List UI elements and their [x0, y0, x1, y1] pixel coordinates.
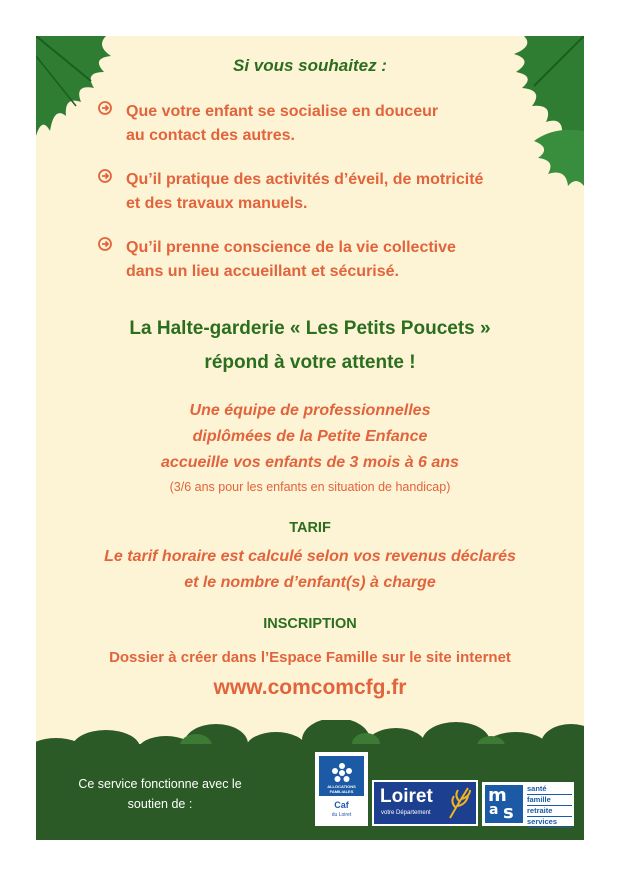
loiret-sub: votre Département: [381, 810, 431, 816]
bullet-line: Que votre enfant se socialise en douceur: [126, 103, 439, 120]
caf-text: [321, 784, 362, 794]
support-text: [60, 774, 260, 814]
bullet-line: Qu’il pratique des activités d’éveil, de motricité: [126, 171, 484, 188]
msa-mark: [485, 785, 523, 823]
bullet-arrow-icon: [98, 101, 112, 115]
caf-sub: du Loiret: [331, 812, 352, 818]
msa-line: services: [527, 817, 572, 828]
bullet-arrow-icon: [98, 169, 112, 183]
msa-logo: [482, 782, 574, 826]
msa-line: santé: [527, 784, 572, 795]
bullet-arrow-icon: [98, 237, 112, 251]
bullet-item: [100, 100, 540, 148]
bullet-line: Qu’il prenne conscience de la vie collective: [126, 239, 456, 256]
bullet-line: et des travaux manuels.: [126, 195, 308, 212]
tarif-line: Le tarif horaire est calculé selon vos revenus déclarés: [104, 548, 516, 565]
headline-line: répond à votre attente !: [204, 352, 416, 373]
msa-line: retraite: [527, 806, 572, 817]
caf-flower-icon: [331, 762, 353, 784]
footer: [36, 720, 584, 840]
caf-logo: [315, 752, 368, 826]
bullet-line: au contact des autres.: [126, 127, 295, 144]
team-line: Une équipe de professionnelles: [189, 402, 431, 419]
msa-letter: m: [488, 785, 507, 806]
bullet-line: dans un lieu accueillant et sécurisé.: [126, 263, 399, 280]
msa-letter: a: [489, 802, 499, 818]
msa-letter: s: [503, 802, 514, 823]
support-line: Ce service fonctionne avec le: [78, 777, 242, 791]
caf-logo-top: [319, 756, 364, 796]
intro-heading: Si vous souhaitez :: [233, 56, 387, 75]
tarif-heading: TARIF: [289, 520, 331, 536]
msa-line: famille: [527, 795, 572, 806]
website-link[interactable]: www.comcomcfg.fr: [213, 676, 407, 699]
team-note: (3/6 ans pour les enfants en situation de handicap): [169, 480, 451, 494]
caf-line: ALLOCATIONS: [327, 784, 356, 789]
msa-lines: [527, 784, 572, 828]
loiret-name: Loiret: [380, 786, 433, 807]
caf-name: Caf: [334, 800, 349, 810]
bullet-item: [100, 168, 540, 216]
flyer-page: [36, 36, 584, 840]
caf-line: FAMILIALES: [329, 789, 354, 794]
tarif-line: et le nombre d’enfant(s) à charge: [184, 574, 436, 591]
team-line: accueille vos enfants de 3 mois à 6 ans: [161, 454, 459, 471]
loiret-logo: [372, 780, 478, 826]
bullet-item: [100, 236, 540, 284]
support-line: soutien de :: [127, 797, 193, 811]
inscription-line: Dossier à créer dans l’Espace Famille sur le site internet: [109, 649, 511, 666]
wheat-icon: [446, 784, 472, 820]
team-line: diplômées de la Petite Enfance: [192, 428, 428, 445]
headline-line: La Halte-garderie « Les Petits Poucets »: [129, 318, 491, 339]
inscription-heading: INSCRIPTION: [263, 616, 357, 632]
